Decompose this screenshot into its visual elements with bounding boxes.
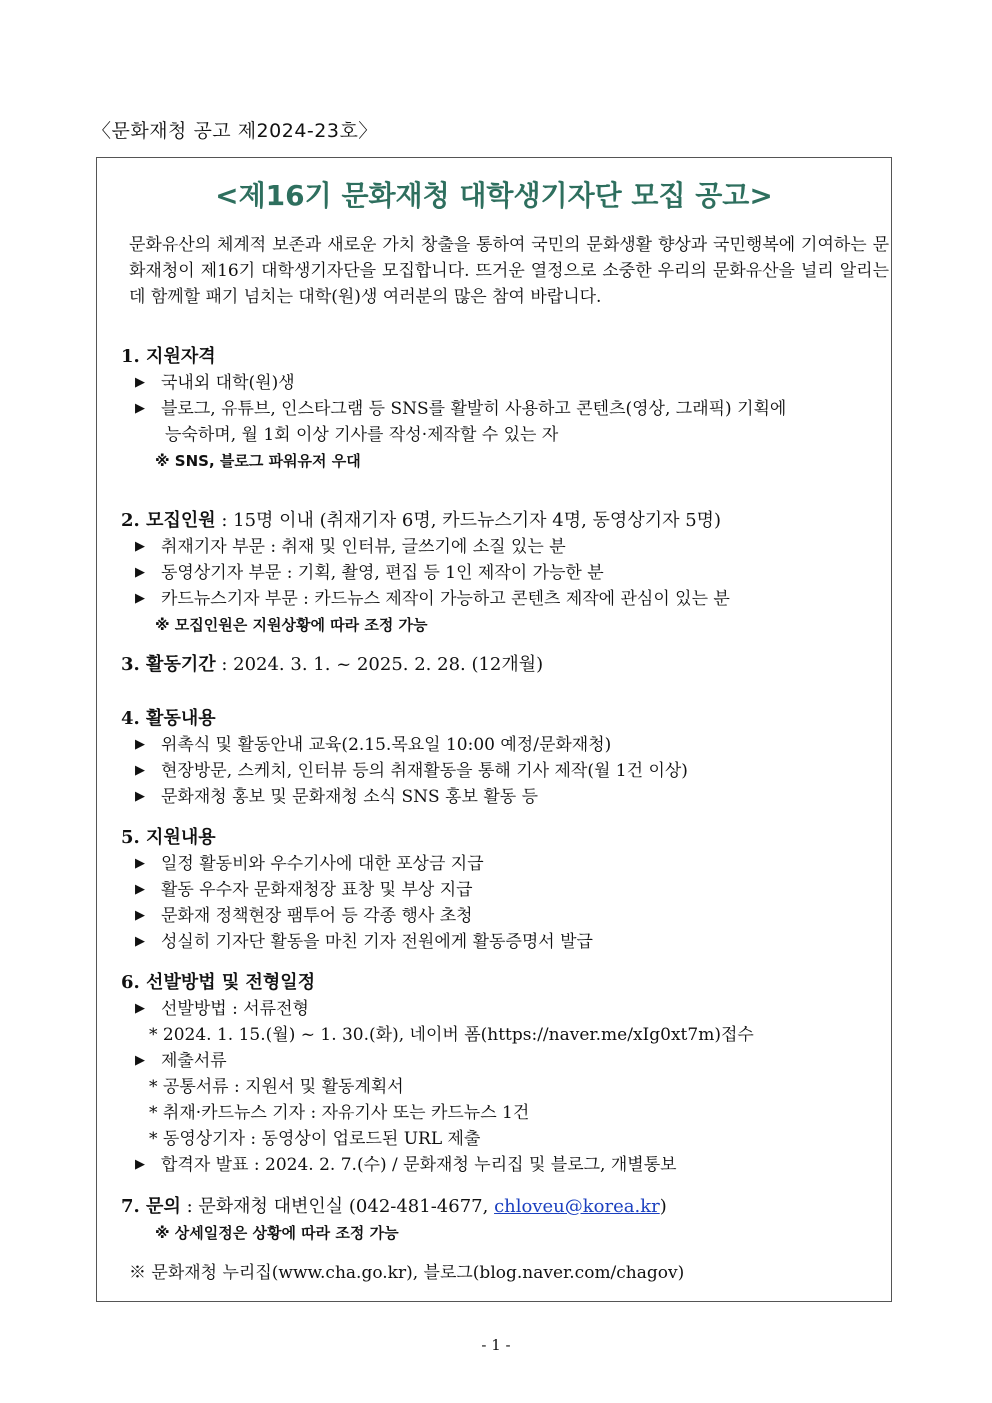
footer-note: ※ 문화재청 누리집(www.cha.go.kr), 블로그(blog.naver.com/chagov) bbox=[129, 1263, 685, 1283]
section-note: ※ SNS, 블로그 파워유저 우대 bbox=[155, 452, 361, 470]
section-eligibility bbox=[121, 344, 891, 474]
section-activities bbox=[121, 706, 891, 810]
section-note: ※ 상세일정은 상황에 따라 조정 가능 bbox=[155, 1224, 399, 1242]
list-item: ▶ 동영상기자 부문 : 기획, 촬영, 편집 등 1인 제작이 가능한 분 bbox=[121, 560, 891, 586]
bullet-arrow-icon: ▶ bbox=[135, 375, 145, 390]
bullet-arrow-icon: ▶ bbox=[135, 1157, 145, 1172]
bullet-arrow-icon: ▶ bbox=[135, 763, 145, 778]
list-item: ▶ 선발방법 : 서류전형 bbox=[121, 996, 891, 1022]
list-item: ▶ 국내외 대학(원)생 bbox=[121, 370, 891, 396]
sub-item: * 2024. 1. 15.(월) ~ 1. 30.(화), 네이버 폼(https://naver.me/xIg0xt7m)접수 bbox=[149, 1025, 754, 1045]
list-item: ▶ 활동 우수자 문화재청장 표창 및 부상 지급 bbox=[121, 877, 891, 903]
section-note: ※ 모집인원은 지원상황에 따라 조정 가능 bbox=[155, 616, 428, 634]
list-item: ▶ 제출서류 bbox=[121, 1048, 891, 1074]
list-item: ▶ 카드뉴스기자 부문 : 카드뉴스 제작이 가능하고 콘텐츠 제작에 관심이 있는 분 bbox=[121, 586, 891, 612]
bullet-arrow-icon: ▶ bbox=[135, 908, 145, 923]
bullet-arrow-icon: ▶ bbox=[135, 1001, 145, 1016]
list-item: ▶ 블로그, 유튜브, 인스타그램 등 SNS를 활발히 사용하고 콘텐츠(영상, 그래픽) 기획에 bbox=[121, 396, 891, 422]
list-item-continuation: 능숙하며, 월 1회 이상 기사를 작성·제작할 수 있는 자 bbox=[165, 425, 559, 445]
list-item: ▶ 위촉식 및 활동안내 교육(2.15.목요일 10:00 예정/문화재청) bbox=[121, 732, 891, 758]
sub-item: * 공통서류 : 지원서 및 활동계획서 bbox=[149, 1077, 404, 1097]
bullet-arrow-icon: ▶ bbox=[135, 856, 145, 871]
section-contact bbox=[121, 1194, 891, 1246]
notice-box bbox=[96, 157, 892, 1302]
bullet-arrow-icon: ▶ bbox=[135, 737, 145, 752]
section-period bbox=[121, 652, 891, 678]
bullet-arrow-icon: ▶ bbox=[135, 882, 145, 897]
section-heading: 6. 선발방법 및 전형일정 bbox=[121, 972, 316, 993]
notice-number: 〈문화재청 공고 제2024-23호〉 bbox=[92, 120, 378, 142]
section-selection bbox=[121, 970, 891, 1178]
section-recruitment bbox=[121, 508, 891, 638]
section-heading: 7. 문의 : 문화재청 대변인실 (042-481-4677, chloveu@korea.kr) bbox=[121, 1196, 667, 1217]
list-item: ▶ 합격자 발표 : 2024. 2. 7.(수) / 문화재청 누리집 및 블로그, 개별통보 bbox=[121, 1152, 891, 1178]
bullet-arrow-icon: ▶ bbox=[135, 789, 145, 804]
intro-paragraph: 문화유산의 체계적 보존과 새로운 가치 창출을 통하여 국민의 문화생활 향상과 국민행복에 기여하는 문화재청이 제16기 대학생기자단을 모집합니다. 뜨거운 열정으로 소중한 우리의 문화유산을 널리 알리는데 함께할 패기 넘치는 대학(원)생 여러분의 많은 참여 바랍니다. bbox=[129, 235, 889, 307]
bullet-arrow-icon: ▶ bbox=[135, 591, 145, 606]
section-heading: 4. 활동내용 bbox=[121, 708, 216, 729]
bullet-arrow-icon: ▶ bbox=[135, 565, 145, 580]
bullet-arrow-icon: ▶ bbox=[135, 934, 145, 949]
list-item: ▶ 현장방문, 스케치, 인터뷰 등의 취재활동을 통해 기사 제작(월 1건 이상) bbox=[121, 758, 891, 784]
bullet-arrow-icon: ▶ bbox=[135, 539, 145, 554]
list-item: ▶ 성실히 기자단 활동을 마친 기자 전원에게 활동증명서 발급 bbox=[121, 929, 891, 955]
list-item: ▶ 취재기자 부문 : 취재 및 인터뷰, 글쓰기에 소질 있는 분 bbox=[121, 534, 891, 560]
notice-title: <제16기 문화재청 대학생기자단 모집 공고> bbox=[215, 179, 773, 212]
bullet-arrow-icon: ▶ bbox=[135, 1053, 145, 1068]
list-item: ▶ 문화재청 홍보 및 문화재청 소식 SNS 홍보 활동 등 bbox=[121, 784, 891, 810]
bullet-arrow-icon: ▶ bbox=[135, 401, 145, 416]
sub-item: * 동영상기자 : 동영상이 업로드된 URL 제출 bbox=[149, 1129, 481, 1149]
sub-item: * 취재·카드뉴스 기자 : 자유기사 또는 카드뉴스 1건 bbox=[149, 1103, 530, 1123]
list-item: ▶ 문화재 정책현장 팸투어 등 각종 행사 초청 bbox=[121, 903, 891, 929]
section-support bbox=[121, 825, 891, 955]
section-heading: 2. 모집인원 : 15명 이내 (취재기자 6명, 카드뉴스기자 4명, 동영상기자 5명) bbox=[121, 510, 722, 531]
section-heading: 5. 지원내용 bbox=[121, 827, 216, 848]
list-item: ▶ 일정 활동비와 우수기사에 대한 포상금 지급 bbox=[121, 851, 891, 877]
page-number: - 1 - bbox=[481, 1336, 511, 1354]
section-heading: 1. 지원자격 bbox=[121, 346, 216, 367]
section-heading: 3. 활동기간 : 2024. 3. 1. ~ 2025. 2. 28. (12개월) bbox=[121, 654, 544, 675]
contact-email-link[interactable]: chloveu@korea.kr bbox=[494, 1196, 660, 1217]
